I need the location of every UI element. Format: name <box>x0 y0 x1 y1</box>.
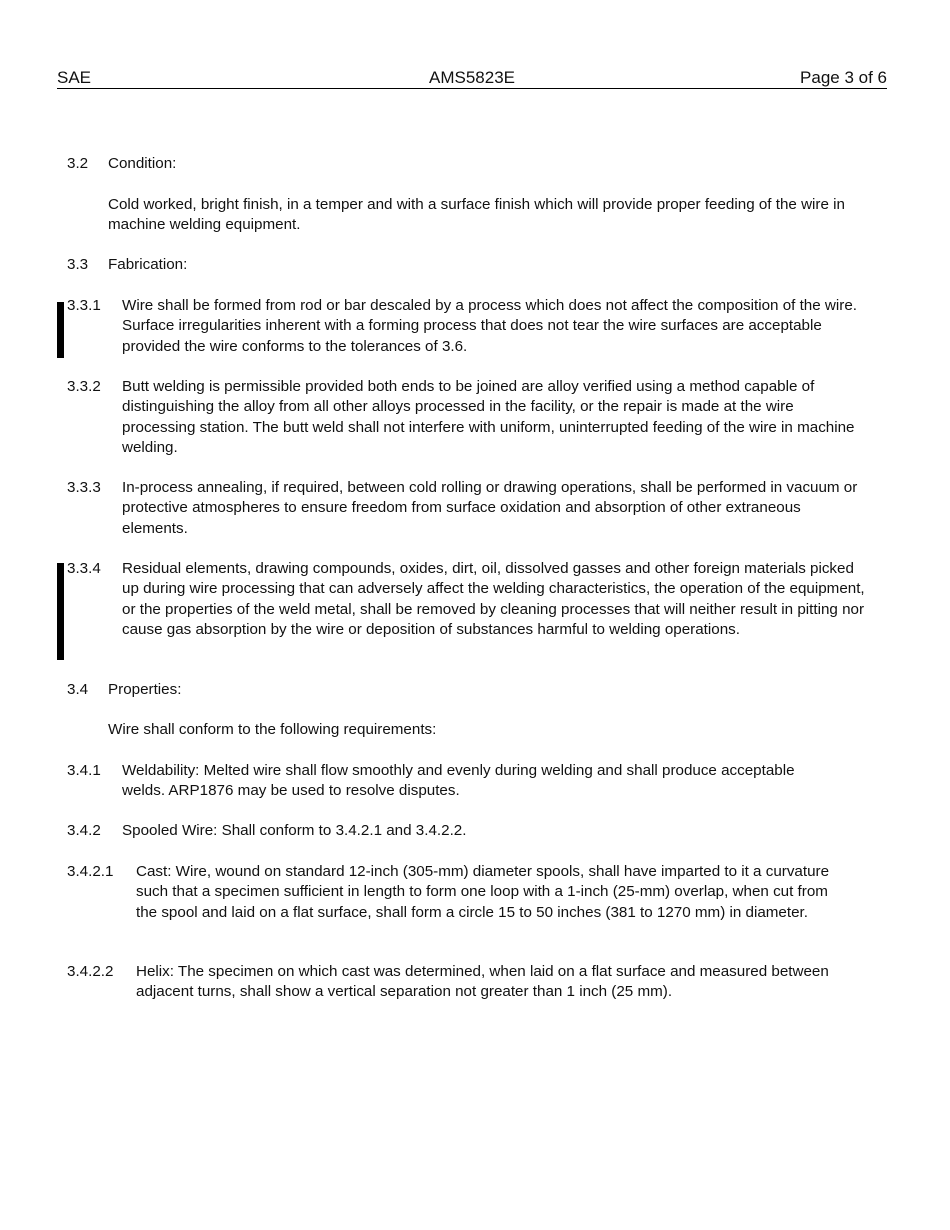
section-number: 3.4.1 <box>67 762 101 779</box>
revision-bar-3-3-1 <box>57 302 64 358</box>
section-title: Properties: <box>108 681 182 698</box>
revision-bar-3-3-4 <box>57 563 64 660</box>
section-number: 3.3.4 <box>67 560 101 577</box>
section-3-2-text: Cold worked, bright finish, in a temper and with a surface finish which will provide proper feeding of the wire in machine welding equipment. <box>108 196 845 234</box>
section-number: 3.2 <box>67 155 89 172</box>
section-text: Wire shall be formed from rod or bar descaled by a process which does not affect the composition of the wire. Surface irregularities inherent with a forming process that does not tear the wire surfaces are acceptable provided the wire conforms to the tolerances of 3.6. <box>122 297 857 355</box>
section-text: Cast: Wire, wound on standard 12-inch (305-mm) diameter spools, shall have imparted to it a curvature such that a specimen sufficient in length to form one loop with a 1-inch (25-mm) overlap, when cut from the spool and laid on a flat surface, shall form a circle 15 to 50 inches (381 to 1270 mm) in diameter. <box>136 863 830 921</box>
section-3-4-text: Wire shall conform to the following requirements: <box>108 721 437 738</box>
section-number: 3.3.3 <box>67 479 101 496</box>
section-text: Weldability: Melted wire shall flow smoothly and evenly during welding and shall produce acceptable welds. ARP1876 may be used to resolve disputes. <box>122 762 795 800</box>
page-header <box>57 68 887 89</box>
section-number: 3.4.2.2 <box>67 963 114 980</box>
section-text: Butt welding is permissible provided both ends to be joined are alloy verified using a method capable of distinguishing the alloy from all other alloys processed in the facility, or the repair is made at the wire processing station. The butt weld shall not interfere with uniform, uninterrupted feeding of the wire in machine welding. <box>122 378 855 456</box>
section-text: Helix: The specimen on which cast was determined, when laid on a flat surface and measured between adjacent turns, shall show a vertical separation not greater than 1 inch (25 mm). <box>136 963 829 1001</box>
section-text: Residual elements, drawing compounds, oxides, dirt, oil, dissolved gasses and other foreign materials picked up during wire processing that can adversely affect the welding characteristics, the operation of the equipment, or the properties of the weld metal, shall be removed by cleaning processes that will neither result in pitting nor cause gas absorption by the wire or deposition of substances harmful to welding operations. <box>122 560 865 638</box>
section-title: Fabrication: <box>108 256 188 273</box>
section-number: 3.3.1 <box>67 297 101 314</box>
section-number: 3.4.2 <box>67 822 101 839</box>
header-organization: SAE <box>57 68 92 87</box>
header-document-number: AMS5823E <box>429 68 515 87</box>
section-text: Spooled Wire: Shall conform to 3.4.2.1 and 3.4.2.2. <box>122 822 467 839</box>
header-page-number: Page 3 of 6 <box>800 68 887 87</box>
section-title: Condition: <box>108 155 177 172</box>
section-text: In-process annealing, if required, between cold rolling or drawing operations, shall be performed in vacuum or protective atmospheres to ensure freedom from surface oxidation and absorption of other extraneous elements. <box>122 479 858 537</box>
section-number: 3.4.2.1 <box>67 863 114 880</box>
section-number: 3.3.2 <box>67 378 101 395</box>
section-number: 3.4 <box>67 681 89 698</box>
section-number: 3.3 <box>67 256 89 273</box>
